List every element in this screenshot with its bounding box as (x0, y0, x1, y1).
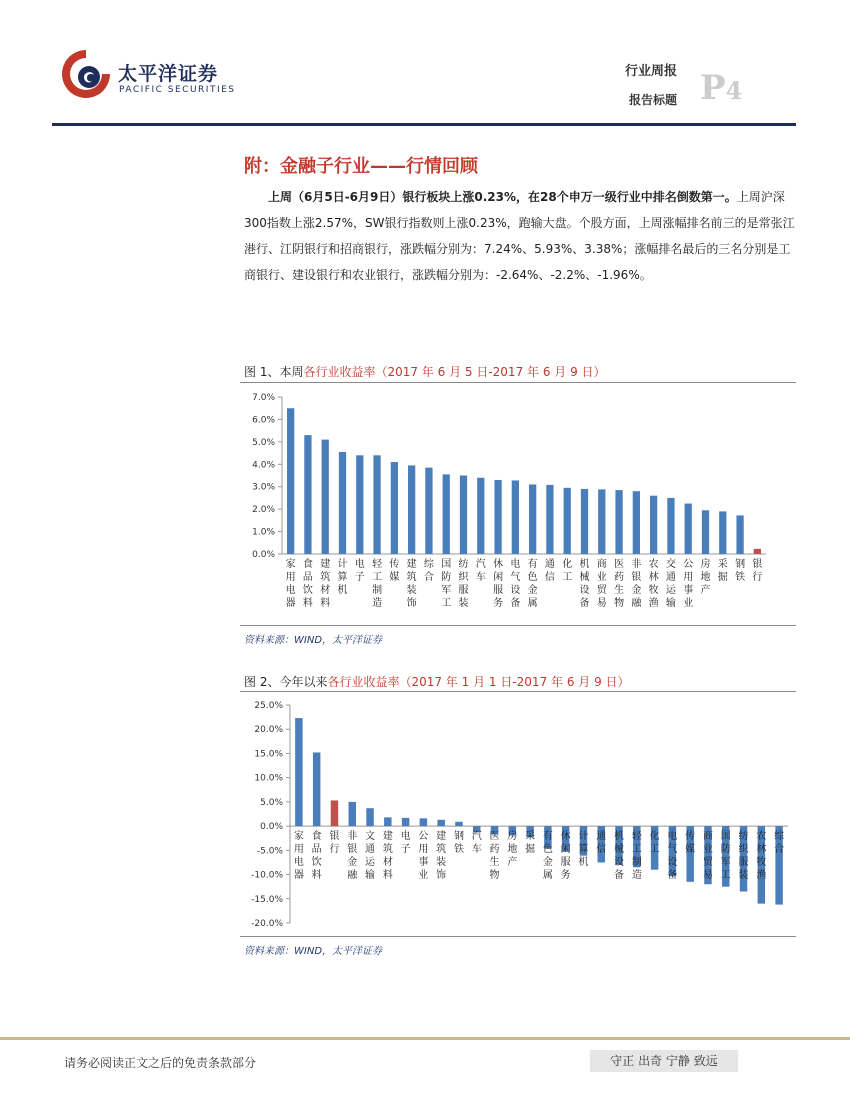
fig1-category-label-char: 设 (579, 585, 590, 596)
fig2-category-label-char: 通 (365, 844, 376, 856)
fig1-category-label-char: 筑 (320, 572, 331, 583)
fig1-bar (615, 490, 622, 554)
logo-text-cn: 太平洋证券 (118, 63, 219, 85)
fig2-category-label-char: 国 (720, 831, 731, 843)
fig2-category-label-char: 纺 (738, 831, 749, 843)
logo-text-en: PACIFIC SECURITIES (119, 85, 236, 95)
fig1-category-label-char: 输 (665, 598, 676, 609)
fig2-category-label-char: 料 (311, 870, 322, 882)
fig2-category-label-char: 综 (774, 831, 785, 843)
fig2-category-label-char: 药 (489, 844, 500, 856)
paragraph-lead: 上周（6月5日-6月9日）银行板块上涨0.23%，在28个申万一级行业中排名倒数第一。 (268, 190, 737, 204)
fig1-bar (287, 408, 294, 554)
fig2-category-label-char: 品 (311, 844, 322, 856)
fig2-category-label-char: 休 (560, 831, 571, 843)
fig2-category-label-char: 农 (756, 831, 767, 843)
fig1-bar (460, 476, 467, 555)
fig1-category-label-char: 备 (510, 598, 521, 609)
fig1-bar (702, 510, 709, 554)
fig1-category-label-char: 电 (285, 585, 296, 596)
figure2-bottom-rule (240, 936, 796, 937)
fig1-category-label-char: 商 (596, 559, 607, 570)
figure2-title-highlight: 各行业收益率（2017 年 1 月 1 日-2017 年 6 月 9 日） (327, 675, 630, 689)
fig2-category-label-char: 物 (489, 870, 500, 882)
fig2-category-label-char: 医 (489, 831, 500, 843)
fig2-category-label-char: 电 (400, 831, 411, 843)
paragraph-body: 上周沪深300指数上涨2.57%，SW银行指数则上涨0.23%，跑输大盘。个股方面，上周涨幅排名前三的是常张江港行、江阴银行和招商银行，涨跌幅分别为：7.24%、5.93%、3.38%；涨幅排名最后的三名分别是工商银行、建设银行和农业银行，涨跌幅分别为：-2.64%、-2.2%、-1.96%。 (244, 190, 795, 282)
fig1-category-label-char: 农 (648, 559, 659, 570)
figure1-source: 资料来源：WIND，太平洋证券 (244, 635, 383, 646)
figure2-title-prefix: 图 2、今年以来 (244, 675, 328, 689)
fig1-bar (443, 474, 450, 554)
fig2-category-label-char: 林 (756, 844, 767, 856)
fig1-category-label-char: 械 (579, 572, 590, 583)
fig2-category-label-char: 汽 (471, 831, 482, 843)
fig2-category-label-char: 设 (614, 857, 625, 869)
figure2-top-rule (240, 691, 796, 692)
fig2-category-label-char: 属 (542, 870, 553, 882)
fig2-category-label-char: 工 (631, 844, 642, 856)
fig2-category-label-char: 装 (436, 857, 447, 869)
fig2-y-tick-label: -5.0% (256, 846, 283, 857)
fig2-category-label-char: 银 (329, 831, 340, 843)
fig2-category-label-char: 钢 (453, 831, 464, 843)
fig2-bar (455, 822, 462, 826)
fig1-category-label-char: 金 (527, 585, 538, 596)
fig1-category-label-char: 综 (423, 559, 434, 570)
fig1-bar (736, 515, 743, 554)
fig1-bar (477, 478, 484, 554)
figure1-chart (240, 385, 796, 623)
fig1-category-label-char: 化 (562, 559, 573, 570)
fig2-category-label-char: 备 (614, 870, 625, 882)
fig1-category-label-char: 织 (458, 572, 469, 583)
fig2-category-label-char: 输 (365, 870, 376, 882)
fig2-category-label-char: 铁 (453, 844, 464, 856)
fig2-bar (295, 718, 302, 826)
fig2-y-tick-label: 20.0% (254, 725, 283, 736)
fig2-category-label-char: 气 (667, 844, 678, 856)
fig1-category-label-char: 汽 (475, 559, 486, 570)
fig1-bar (408, 465, 415, 554)
fig1-y-tick-label: 6.0% (252, 415, 275, 426)
fig2-bar (420, 818, 427, 826)
fig1-category-label-char: 纺 (458, 559, 469, 570)
fig1-category-label-char: 装 (406, 585, 417, 596)
figure1-title (244, 363, 606, 380)
fig1-category-label-char: 子 (354, 572, 365, 583)
fig2-category-label-char: 掘 (525, 844, 536, 856)
fig1-category-label-char: 行 (752, 572, 763, 583)
fig2-category-label-char: 建 (382, 831, 393, 843)
fig2-bar (437, 820, 444, 826)
fig2-category-label-char: 军 (720, 857, 731, 869)
fig2-category-label-char: 服 (738, 857, 749, 869)
fig2-y-tick-label: 0.0% (260, 822, 283, 833)
fig2-bar (349, 802, 356, 826)
fig2-category-label-char: 用 (293, 844, 304, 856)
fig2-category-label-char: 筑 (436, 844, 447, 856)
fig1-category-label-char: 生 (614, 585, 625, 596)
fig1-bar (719, 511, 726, 554)
section-paragraph (244, 184, 797, 288)
fig2-category-label-char: 化 (649, 831, 660, 843)
fig1-category-label-char: 非 (631, 559, 642, 570)
fig1-bar (529, 484, 536, 554)
fig1-category-label-char: 医 (614, 559, 625, 570)
fig1-y-tick-label: 4.0% (252, 460, 275, 471)
fig2-category-label-char: 采 (525, 831, 536, 843)
fig1-category-label-char: 铁 (735, 572, 746, 583)
fig1-y-tick-label: 3.0% (252, 482, 275, 493)
fig1-category-label-char: 备 (579, 598, 590, 609)
fig1-category-label-char: 房 (700, 559, 711, 570)
fig1-bar (546, 485, 553, 554)
fig1-category-label-char: 装 (458, 598, 469, 609)
fig1-category-label-char: 国 (441, 559, 452, 570)
fig1-bar (391, 462, 398, 554)
fig1-category-label-char: 公 (683, 559, 694, 570)
fig1-bar (304, 435, 311, 554)
fig1-category-label-char: 有 (527, 559, 538, 570)
fig1-category-label-char: 料 (302, 598, 313, 609)
fig2-category-label-char: 轻 (631, 831, 642, 843)
fig1-category-label-char: 机 (337, 585, 348, 596)
fig1-category-label-char: 筑 (406, 572, 417, 583)
fig2-category-label-char: 地 (507, 844, 518, 856)
fig2-category-label-char: 闲 (560, 844, 571, 856)
fig1-category-label-char: 属 (527, 598, 538, 609)
fig2-category-label-char: 有 (542, 831, 553, 843)
fig2-category-label-char: 牧 (756, 857, 767, 869)
fig1-bar (564, 488, 571, 554)
fig2-category-label-char: 贸 (702, 857, 713, 869)
fig2-category-label-char: 文 (365, 831, 376, 843)
footer-disclaimer: 请务必阅读正文之后的免责条款部分 (64, 1056, 257, 1070)
fig1-category-label-char: 休 (493, 559, 504, 570)
fig1-category-label-char: 钢 (735, 559, 746, 570)
fig1-category-label-char: 家 (285, 559, 296, 570)
fig2-category-label-char: 工 (720, 870, 731, 882)
fig1-category-label-char: 通 (665, 572, 676, 583)
fig1-category-label-char: 业 (683, 598, 694, 609)
fig1-category-label-char: 务 (493, 598, 504, 609)
figure1-bottom-rule (240, 625, 796, 626)
fig2-category-label-char: 电 (667, 831, 678, 843)
fig2-category-label-char: 建 (436, 831, 447, 843)
footer-motto: 守正 出奇 宁静 致远 (590, 1050, 738, 1072)
fig2-category-label-char: 备 (667, 870, 678, 882)
fig1-category-label-char: 服 (458, 585, 469, 596)
fig1-y-tick-label: 2.0% (252, 505, 275, 516)
fig1-category-label-char: 品 (302, 572, 313, 583)
fig1-category-label-char: 料 (320, 598, 331, 609)
report-title: 报告标题 (629, 93, 678, 107)
fig1-category-label-char: 食 (302, 559, 313, 570)
fig1-category-label-char: 军 (441, 585, 452, 596)
fig1-category-label-char: 色 (527, 572, 538, 583)
fig2-category-label-char: 商 (702, 831, 713, 843)
fig2-category-label-char: 合 (774, 844, 785, 856)
fig2-y-tick-label: 25.0% (254, 701, 283, 711)
fig1-category-label-char: 用 (285, 572, 296, 583)
fig1-category-label-char: 工 (562, 572, 573, 583)
fig1-category-label-char: 器 (285, 598, 296, 609)
footer-divider (0, 1037, 850, 1040)
fig2-category-label-char: 渔 (756, 870, 767, 882)
fig2-category-label-char: 公 (418, 831, 429, 843)
fig1-category-label-char: 用 (683, 572, 694, 583)
fig1-category-label-char: 气 (510, 572, 521, 583)
fig1-category-label-char: 计 (337, 559, 348, 570)
fig2-category-label-char: 车 (471, 844, 482, 856)
fig2-category-label-char: 电 (293, 857, 304, 869)
fig2-category-label-char: 家 (293, 831, 304, 843)
fig1-category-label-char: 掘 (717, 572, 728, 583)
fig2-category-label-char: 算 (578, 844, 589, 856)
fig1-category-label-char: 信 (544, 572, 555, 583)
fig1-category-label-char: 设 (510, 585, 521, 596)
fig1-category-label-char: 物 (614, 598, 625, 609)
fig2-y-tick-label: -10.0% (251, 870, 283, 881)
page-number-value: 4 (725, 76, 743, 105)
fig1-bar (667, 498, 674, 554)
fig2-category-label-char: 事 (418, 857, 429, 869)
fig1-category-label-char: 业 (596, 572, 607, 583)
fig2-category-label-char: 设 (667, 857, 678, 869)
figure1-title-prefix: 图 1、本周 (244, 365, 304, 379)
fig1-category-label-char: 工 (372, 572, 383, 583)
fig2-y-tick-label: 15.0% (254, 749, 283, 760)
report-type: 行业周报 (625, 64, 678, 79)
fig2-category-label-char: 料 (382, 870, 393, 882)
fig2-category-label-char: 媒 (685, 844, 696, 856)
fig2-category-label-char: 械 (614, 844, 625, 856)
fig1-bar (512, 480, 519, 554)
fig1-bar (356, 455, 363, 554)
fig1-y-tick-label: 5.0% (252, 437, 275, 448)
fig2-category-label-char: 房 (507, 831, 518, 843)
fig1-category-label-char: 防 (441, 572, 452, 583)
fig2-category-label-char: 工 (649, 844, 660, 856)
fig1-category-label-char: 通 (544, 559, 555, 570)
fig1-category-label-char: 机 (579, 559, 590, 570)
fig2-category-label-char: 行 (329, 844, 340, 856)
fig1-category-label-char: 运 (665, 585, 676, 596)
fig2-y-tick-label: -15.0% (251, 894, 283, 905)
fig2-category-label-char: 服 (560, 857, 571, 869)
fig2-category-label-char: 防 (720, 844, 731, 856)
section-title: 附：金融子行业——行情回顾 (244, 156, 478, 177)
figure2-chart (240, 695, 796, 935)
fig1-bar (322, 440, 329, 554)
fig2-category-label-char: 食 (311, 831, 322, 843)
header-divider (52, 123, 796, 126)
fig1-category-label-char: 地 (700, 572, 711, 583)
fig2-category-label-char: 材 (382, 857, 393, 869)
fig2-bar (366, 808, 373, 826)
fig2-category-label-char: 务 (560, 870, 571, 882)
fig2-category-label-char: 业 (418, 870, 429, 882)
fig1-category-label-char: 饮 (302, 585, 313, 596)
fig1-category-label-char: 合 (423, 572, 434, 583)
fig2-category-label-char: 用 (418, 844, 429, 856)
fig1-category-label-char: 采 (717, 559, 728, 570)
fig1-category-label-char: 服 (493, 585, 504, 596)
fig1-category-label-char: 制 (372, 585, 383, 596)
fig1-category-label-char: 交 (665, 559, 676, 570)
fig2-bar (402, 818, 409, 826)
fig2-category-label-char: 机 (578, 857, 589, 869)
fig2-category-label-char: 业 (702, 844, 713, 856)
fig2-category-label-char: 机 (614, 831, 625, 843)
fig1-bar (425, 468, 432, 554)
fig1-category-label-char: 传 (389, 559, 400, 570)
fig2-y-tick-label: -20.0% (251, 919, 283, 929)
fig2-category-label-char: 饮 (311, 857, 322, 869)
fig1-category-label-char: 林 (648, 572, 659, 583)
fig1-y-tick-label: 7.0% (252, 393, 275, 403)
fig2-category-label-char: 色 (542, 844, 553, 856)
fig1-category-label-char: 轻 (372, 559, 383, 570)
fig2-category-label-char: 通 (596, 831, 607, 843)
fig1-bar (650, 496, 657, 554)
fig1-category-label-char: 渔 (648, 598, 659, 609)
fig2-category-label-char: 生 (489, 857, 500, 869)
fig2-category-label-char: 信 (596, 844, 607, 856)
fig1-category-label-char: 车 (475, 572, 486, 583)
fig2-category-label-char: 筑 (382, 844, 393, 856)
fig1-bar (581, 489, 588, 554)
fig2-bar (331, 800, 338, 826)
fig1-category-label-char: 材 (320, 585, 331, 596)
fig2-y-tick-label: 10.0% (254, 773, 283, 784)
logo-mark-icon (58, 46, 114, 106)
fig1-bar (754, 549, 761, 554)
fig2-category-label-char: 子 (400, 844, 411, 856)
fig2-category-label-char: 银 (347, 844, 358, 856)
fig1-category-label-char: 电 (510, 559, 521, 570)
figure1-top-rule (240, 382, 796, 383)
fig2-category-label-char: 制 (631, 857, 642, 869)
fig1-category-label-char: 贸 (596, 585, 607, 596)
fig2-category-label-char: 造 (631, 870, 642, 882)
fig2-category-label-char: 织 (738, 844, 749, 856)
figure2-title (244, 673, 630, 690)
figure1-title-highlight: 各行业收益率（2017 年 6 月 5 日-2017 年 6 月 9 日） (303, 365, 606, 379)
fig1-category-label-char: 造 (372, 598, 383, 609)
fig1-category-label-char: 工 (441, 598, 452, 609)
fig1-category-label-char: 金 (631, 585, 642, 596)
fig1-category-label-char: 牧 (648, 585, 659, 596)
fig1-category-label-char: 媒 (389, 572, 400, 583)
fig2-category-label-char: 金 (347, 857, 358, 869)
fig1-category-label-char: 银 (631, 572, 642, 583)
fig1-bar (633, 491, 640, 554)
fig1-category-label-char: 事 (683, 585, 694, 596)
fig2-bar (313, 752, 320, 826)
fig2-category-label-char: 运 (365, 857, 376, 869)
fig1-y-tick-label: 1.0% (252, 527, 275, 538)
fig2-category-label-char: 易 (702, 870, 713, 882)
fig1-category-label-char: 电 (354, 559, 365, 570)
fig2-y-tick-label: 5.0% (260, 797, 283, 808)
figure2-source: 资料来源：WIND，太平洋证券 (244, 946, 383, 957)
fig1-bar (598, 489, 605, 554)
fig2-category-label-char: 计 (578, 831, 589, 843)
fig2-category-label-char: 融 (347, 870, 358, 882)
fig1-bar (339, 452, 346, 554)
fig2-category-label-char: 非 (347, 831, 358, 843)
fig1-category-label-char: 闲 (493, 572, 504, 583)
fig1-category-label-char: 药 (614, 572, 625, 583)
fig1-category-label-char: 饰 (406, 598, 417, 609)
fig1-bar (373, 455, 380, 554)
fig1-category-label-char: 建 (406, 559, 417, 570)
fig1-category-label-char: 易 (596, 598, 607, 609)
fig2-category-label-char: 金 (542, 857, 553, 869)
fig1-y-tick-label: 0.0% (252, 550, 275, 560)
fig2-category-label-char: 饰 (436, 870, 447, 882)
fig2-category-label-char: 传 (685, 831, 696, 843)
fig2-category-label-char: 产 (507, 857, 518, 869)
fig1-category-label-char: 融 (631, 598, 642, 609)
page-number (700, 68, 743, 108)
page-letter: P (700, 68, 726, 108)
fig2-category-label-char: 器 (293, 870, 304, 882)
fig1-category-label-char: 建 (320, 559, 331, 570)
fig1-category-label-char: 银 (752, 559, 763, 570)
fig1-category-label-char: 产 (700, 585, 711, 596)
fig1-bar (685, 504, 692, 554)
fig2-bar (384, 817, 391, 826)
fig2-category-label-char: 装 (738, 870, 749, 882)
fig1-category-label-char: 算 (337, 572, 348, 583)
fig1-bar (494, 480, 501, 554)
